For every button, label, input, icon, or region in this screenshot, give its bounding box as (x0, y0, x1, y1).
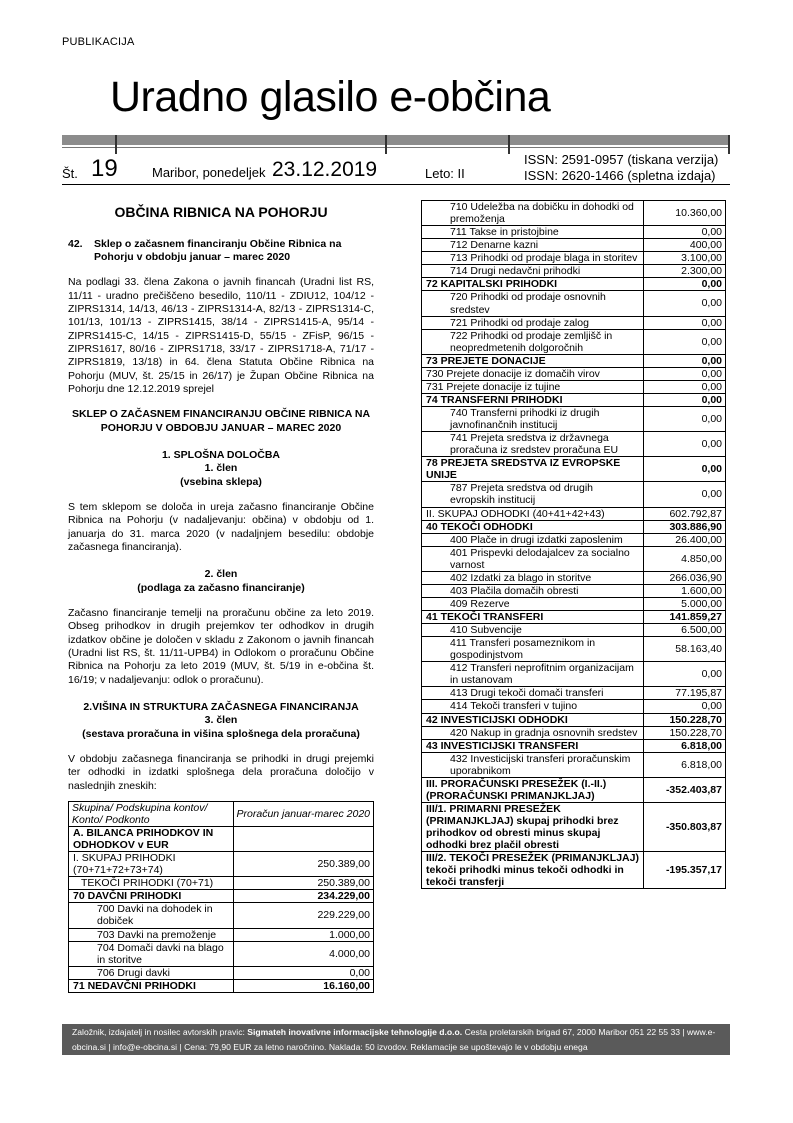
row-amount: 0,00 (644, 457, 726, 482)
row-label: 74 TRANSFERNI PRIHODKI (422, 393, 644, 406)
masthead-rule (62, 135, 730, 145)
row-label: 722 Prihodki od prodaje zemljišč in neopredmetenih dolgoročnih (422, 329, 644, 354)
row-amount: 141.859,27 (644, 611, 726, 624)
table-row (422, 482, 726, 507)
row-label: 713 Prihodki od prodaje blaga in storitev (422, 252, 644, 265)
footer-bar (62, 1024, 730, 1055)
table-row (422, 546, 726, 571)
budget-table-left (68, 801, 374, 993)
article-2-text: Začasno financiranje temelji na proračunu občine za leto 2019. Obseg prihodkov in drugih prejemkov ter odhodkov in drugih izdatkov občine je določen v skladu z Zakonom o javnih financah (Uradni list RS, št. 11/11-UPB4) in Odlokom o proračunu Občine Ribnica na Pohorju za leto 2019 (MUV, št. 5/19 in e-občina št. 16/19; v nadaljevanju: odlok o proračunu). (68, 606, 374, 686)
table-row (422, 687, 726, 700)
row-label: 700 Davki na dohodek in dobiček (69, 903, 234, 928)
table-row (422, 380, 726, 393)
row-amount: 0,00 (644, 316, 726, 329)
row-amount (233, 827, 373, 852)
row-label: 72 KAPITALSKI PRIHODKI (422, 278, 644, 291)
budget-table-right (421, 200, 726, 889)
row-label: 741 Prejeta sredstva iz državnega proračuna iz sredstev proračuna EU (422, 432, 644, 457)
row-amount: 10.360,00 (644, 201, 726, 226)
table-row (69, 877, 374, 890)
table-row (422, 367, 726, 380)
table-row (422, 278, 726, 291)
row-label: 730 Prejete donacije iz domačih virov (422, 367, 644, 380)
decision-title: SKLEP O ZAČASNEM FINANCIRANJU OBČINE RIBNICA NA POHORJU V OBDOBJU JANUAR – MAREC 2020 (71, 408, 371, 434)
row-label: 70 DAVČNI PRIHODKI (69, 890, 234, 903)
table-row (69, 928, 374, 941)
year-label: Leto: II (425, 166, 465, 181)
row-label: 721 Prihodki od prodaje zalog (422, 316, 644, 329)
row-label: 40 TEKOČI ODHODKI (422, 520, 644, 533)
row-label: 411 Transferi posameznikom in gospodinjstvom (422, 637, 644, 662)
table-row (69, 827, 374, 852)
table-row (422, 571, 726, 584)
row-label: I. SKUPAJ PRIHODKI (70+71+72+73+74) (69, 852, 234, 877)
right-column (421, 200, 726, 889)
row-amount: 0,00 (644, 329, 726, 354)
table-row (422, 520, 726, 533)
row-label: 403 Plačila domačih obresti (422, 584, 644, 597)
row-label: TEKOČI PRIHODKI (70+71) (69, 877, 234, 890)
row-label: 78 PREJETA SREDSTVA IZ EVROPSKE UNIJE (422, 457, 644, 482)
row-label: 740 Transferni prihodki iz drugih javnofinančnih institucij (422, 407, 644, 432)
table-row (422, 393, 726, 406)
row-label: 714 Drugi nedavčni prihodki (422, 265, 644, 278)
table-row (422, 597, 726, 610)
table-row (422, 201, 726, 226)
row-label: A. BILANCA PRIHODKOV IN ODHODKOV v EUR (69, 827, 234, 852)
table-row (422, 852, 726, 889)
issue-place: Maribor, ponedeljek (152, 165, 266, 180)
table-row (422, 662, 726, 687)
row-amount: 0,00 (644, 432, 726, 457)
row-label: 706 Drugi davki (69, 966, 234, 979)
row-label: 420 Nakup in gradnja osnovnih sredstev (422, 726, 644, 739)
row-amount: 6.818,00 (644, 752, 726, 777)
row-label: 41 TEKOČI TRANSFERI (422, 611, 644, 624)
row-label: 720 Prihodki od prodaje osnovnih sredstev (422, 291, 644, 316)
masthead-rule-thin (62, 147, 730, 148)
row-label: 711 Takse in pristojbine (422, 226, 644, 239)
row-label: 703 Davki na premoženje (69, 928, 234, 941)
table-row (422, 239, 726, 252)
header-underline (62, 184, 730, 185)
row-label: 400 Plače in drugi izdatki zaposlenim (422, 533, 644, 546)
row-amount: 0,00 (644, 380, 726, 393)
row-label: 43 INVESTICIJSKI TRANSFERI (422, 739, 644, 752)
row-amount: 0,00 (644, 291, 726, 316)
table-row (422, 611, 726, 624)
publication-label: PUBLIKACIJA (62, 36, 135, 48)
table-row (422, 713, 726, 726)
row-label: 410 Subvencije (422, 624, 644, 637)
table-row (422, 226, 726, 239)
row-label: 413 Drugi tekoči domači transferi (422, 687, 644, 700)
issue-date: 23.12.2019 (272, 158, 378, 181)
row-label: 704 Domači davki na blago in storitve (69, 941, 234, 966)
rule-tick (728, 135, 730, 154)
row-amount: 0,00 (233, 966, 373, 979)
article-1-subtitle: (vsebina sklepa) (180, 475, 262, 488)
row-amount: 266.036,90 (644, 571, 726, 584)
issue-label: Št. (62, 166, 78, 181)
table-row (422, 432, 726, 457)
row-label: 71 NEDAVČNI PRIHODKI (69, 979, 234, 992)
row-label: 42 INVESTICIJSKI ODHODKI (422, 713, 644, 726)
article-3-text: V obdobju začasnega financiranja se prihodki in drugi prejemki ter odhodki in izdatki splošnega dela proračuna določijo v naslednjih zneskih: (68, 752, 374, 792)
table-row (422, 739, 726, 752)
table-row (422, 252, 726, 265)
section-1-title: 1. SPLOŠNA DOLOČBA (161, 449, 281, 462)
table-row (422, 507, 726, 520)
article-1-number: 1. člen (204, 462, 238, 475)
row-amount: 4.000,00 (233, 941, 373, 966)
table-row (69, 890, 374, 903)
row-label: 402 Izdatki za blago in storitve (422, 571, 644, 584)
row-amount: 602.792,87 (644, 507, 726, 520)
table-row (69, 903, 374, 928)
row-amount: 250.389,00 (233, 877, 373, 890)
row-amount: 303.886,90 (644, 520, 726, 533)
act-number: 42. (68, 237, 83, 250)
row-amount: 0,00 (644, 226, 726, 239)
row-amount: 150.228,70 (644, 713, 726, 726)
table-row (422, 533, 726, 546)
row-label: 731 Prejete donacije iz tujine (422, 380, 644, 393)
footer-prefix: Založnik, izdajatelj in nosilec avtorskih pravic: (72, 1027, 248, 1037)
row-label: 401 Prispevki delodajalcev za socialno varnost (422, 546, 644, 571)
row-label: 409 Rezerve (422, 597, 644, 610)
row-label: 787 Prejeta sredstva od drugih evropskih institucij (422, 482, 644, 507)
row-amount: -195.357,17 (644, 852, 726, 889)
table-row (69, 966, 374, 979)
table-header-amount: Proračun januar-marec 2020 (233, 801, 373, 826)
row-label: 432 Investicijski transferi proračunskim uporabnikom (422, 752, 644, 777)
row-amount: 0,00 (644, 393, 726, 406)
row-label: II. SKUPAJ ODHODKI (40+41+42+43) (422, 507, 644, 520)
row-amount: 0,00 (644, 407, 726, 432)
footer-rest: | Cena: 79,90 EUR za letno naročnino. Naklada: 50 izvodov. Reklamacije se upoštevajo le v obdobju enega (177, 1042, 588, 1052)
table-row (422, 637, 726, 662)
table-row (422, 407, 726, 432)
section-2-title: 2.VIŠINA IN STRUKTURA ZAČASNEGA FINANCIRANJA (83, 700, 359, 713)
masthead-title: Uradno glasilo e-občina (110, 73, 551, 121)
footer-email-link[interactable]: info@e-obcina.si (112, 1042, 178, 1052)
row-amount: 150.228,70 (644, 726, 726, 739)
row-amount: -352.403,87 (644, 777, 726, 802)
act-title: Sklep o začasnem financiranju Občine Ribnica na Pohorju v obdobju januar – marec 2020 (94, 237, 342, 264)
table-row (422, 752, 726, 777)
table-row (69, 979, 374, 992)
row-label: 412 Transferi neprofitnim organizacijam in ustanovam (422, 662, 644, 687)
row-amount: 0,00 (644, 354, 726, 367)
row-label: 73 PREJETE DONACIJE (422, 354, 644, 367)
article-1-text: S tem sklepom se določa in ureja začasno financiranje Občine Ribnica na Pohorju (v nadaljevanju: občina) v obdobju od 1. januarja do 31. marca 2020 (v nadaljnjem besedilu: obdobje začasnega financiranja). (68, 501, 374, 553)
row-amount: 0,00 (644, 278, 726, 291)
issn-print: ISSN: 2591-0957 (tiskana verzija) (524, 152, 719, 167)
row-amount: 0,00 (644, 482, 726, 507)
footer-web-link[interactable]: www.e-obcina.si (72, 1027, 716, 1052)
row-amount: 0,00 (644, 662, 726, 687)
row-amount: 6.500,00 (644, 624, 726, 637)
issn-online: ISSN: 2620-1466 (spletna izdaja) (524, 168, 716, 183)
row-amount: 229.229,00 (233, 903, 373, 928)
row-amount: 16.160,00 (233, 979, 373, 992)
left-column (68, 200, 374, 993)
table-row (422, 584, 726, 597)
row-label: III. PRORAČUNSKI PRESEŽEK (I.-II.) (PRORAČUNSKI PRIMANJKLJAJ) (422, 777, 644, 802)
footer-publisher: Sigmateh inovativne informacijske tehnologije d.o.o. (247, 1027, 463, 1037)
table-row (69, 941, 374, 966)
article-3-subtitle: (sestava proračuna in višina splošnega dela proračuna) (82, 727, 360, 740)
table-row (422, 624, 726, 637)
row-amount: 77.195,87 (644, 687, 726, 700)
table-row (422, 354, 726, 367)
row-amount: 3.100,00 (644, 252, 726, 265)
table-row (422, 802, 726, 851)
row-amount: 4.850,00 (644, 546, 726, 571)
row-amount: 58.163,40 (644, 637, 726, 662)
table-row (69, 852, 374, 877)
table-row (422, 316, 726, 329)
row-amount: 1.000,00 (233, 928, 373, 941)
article-2-number: 2. člen (204, 568, 238, 581)
table-row (422, 265, 726, 278)
footer-separator: | (105, 1042, 113, 1052)
row-amount: 1.600,00 (644, 584, 726, 597)
table-row (422, 291, 726, 316)
row-label: III/2. TEKOČI PRESEŽEK (PRIMANJKLJAJ) tekoči prihodki minus tekoči odhodki in tekoči transferji (422, 852, 644, 889)
municipality-heading: OBČINA RIBNICA NA POHORJU (114, 204, 328, 220)
issue-number: 19 (91, 155, 118, 182)
act-heading (68, 238, 374, 265)
row-amount: 234.229,00 (233, 890, 373, 903)
table-row (422, 457, 726, 482)
table-row (422, 777, 726, 802)
table-header-row (69, 801, 374, 826)
table-row (422, 726, 726, 739)
row-label: III/1. PRIMARNI PRESEŽEK (PRIMANJKLJAJ) skupaj prihodki brez prihodkov od obresti minus skupaj odhodki brez plačil obresti (422, 802, 644, 851)
row-amount: 0,00 (644, 367, 726, 380)
row-label: 712 Denarne kazni (422, 239, 644, 252)
row-amount: 0,00 (644, 700, 726, 713)
rule-tick (508, 135, 510, 154)
table-header-label: Skupina/ Podskupina kontov/ Konto/ Podkonto (69, 801, 234, 826)
row-amount: 2.300,00 (644, 265, 726, 278)
rule-tick (385, 135, 387, 154)
row-amount: 250.389,00 (233, 852, 373, 877)
article-3-number: 3. člen (204, 714, 238, 727)
row-label: 414 Tekoči transferi v tujino (422, 700, 644, 713)
table-row (422, 700, 726, 713)
preamble: Na podlagi 33. člena Zakona o javnih financah (Uradni list RS, 11/11 - uradno prečiščeno besedilo, 110/11 - ZDIU12, 104/12 - ZIPRS1314, 14/13, 46/13 - ZIPRS1314-A, 82/13 - ZIPRS1314-C, 101/13, 101/13 - ZIPRS1415, 38/14 - ZIPRS1415-A, 95/14 - ZIPRS1415-C, 14/15 - ZIPRS1415-D, 55/15 - ZFisP, 96/15 - ZIPRS1617, 80/16 - ZIPRS1718, 33/17 - ZIPRS1718-A, 71/17 - ZIPRS1819, 13/18) in 64. člena Statuta Občine Ribnica na Pohorju (MUV, št. 25/15 in 26/17) je Župan Občine Ribnica na Pohorju dne 12.12.2019 sprejel (68, 276, 374, 396)
row-label: 710 Udeležba na dobičku in dohodki od premoženja (422, 201, 644, 226)
rule-tick (115, 135, 117, 154)
row-amount: -350.803,87 (644, 802, 726, 851)
footer-address: Cesta proletarskih brigad 67, 2000 Maribor 051 22 55 33 | (462, 1027, 688, 1037)
row-amount: 400,00 (644, 239, 726, 252)
row-amount: 26.400,00 (644, 533, 726, 546)
table-row (422, 329, 726, 354)
article-2-subtitle: (podlaga za začasno financiranje) (137, 581, 305, 594)
row-amount: 6.818,00 (644, 739, 726, 752)
row-amount: 5.000,00 (644, 597, 726, 610)
